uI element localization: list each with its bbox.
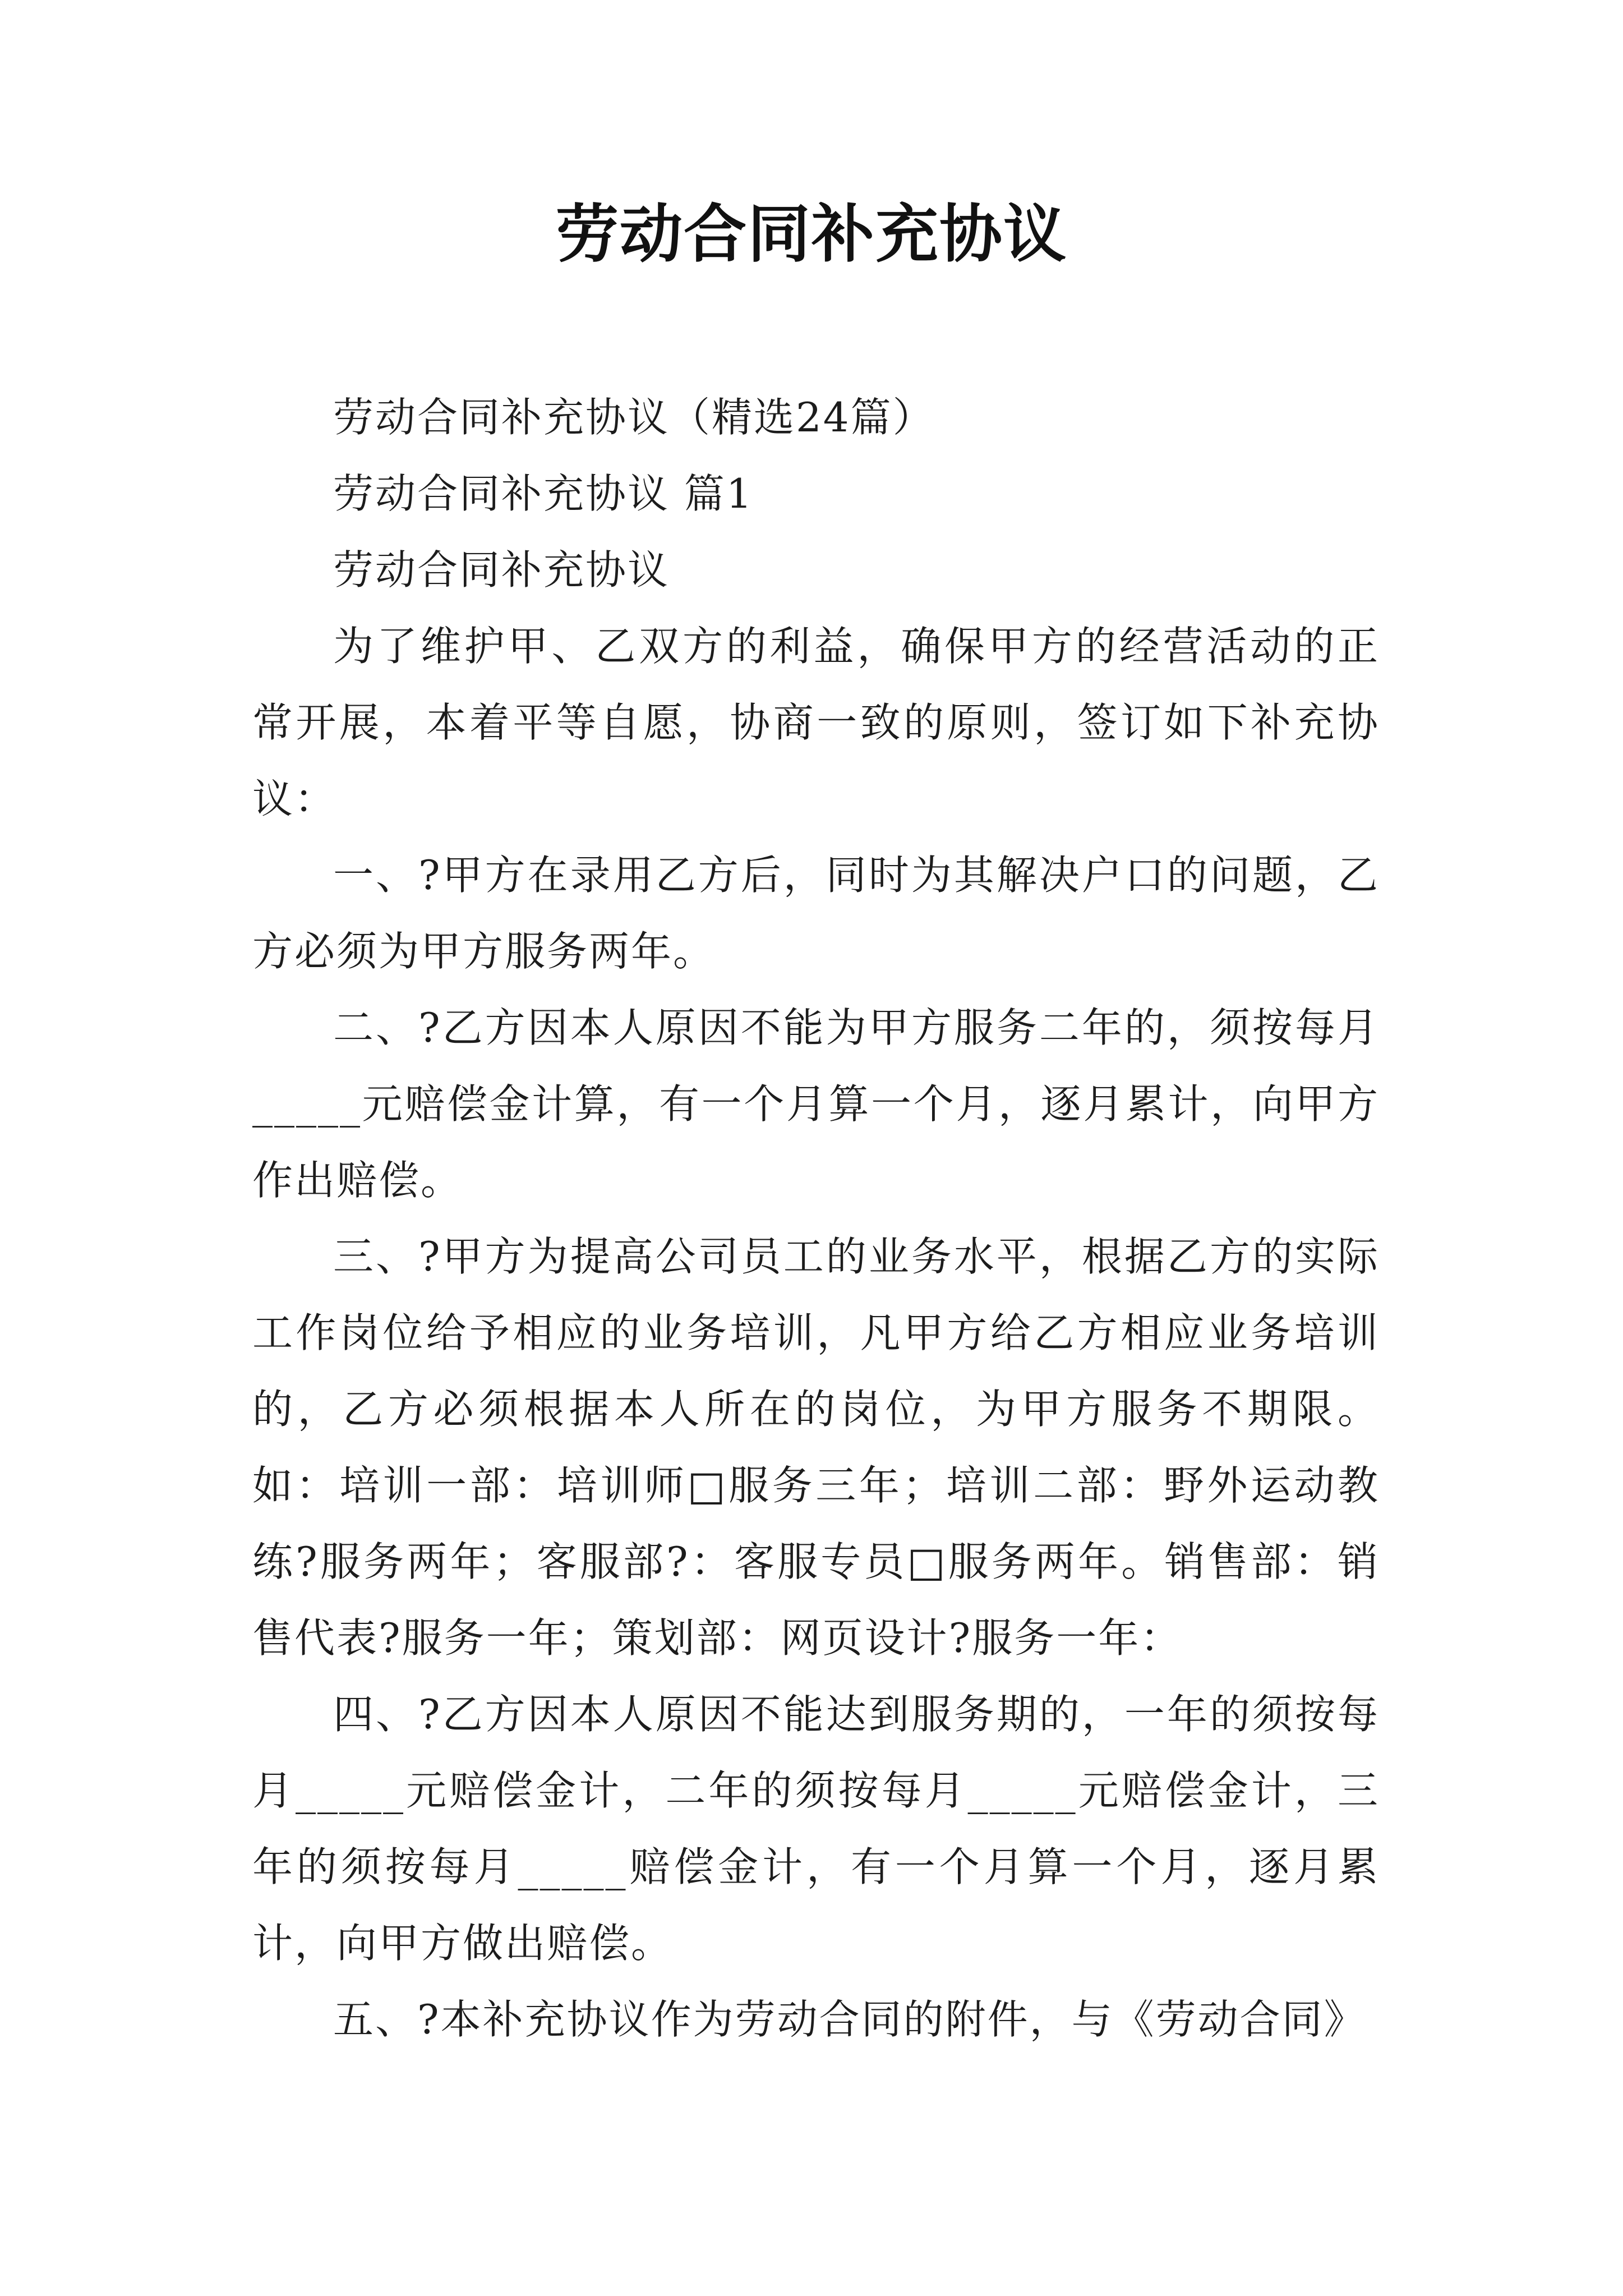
paragraph-collection-title: 劳动合同补充协议（精选24篇） (333, 394, 935, 441)
paragraph-preamble: 为了维护甲、乙双方的利益，确保甲方的经营活动的正常开展，本着平等自愿，协商一致的原则，签订如下补充协议： (252, 623, 1380, 822)
paragraph-agreement-name: 劳动合同补充协议 (333, 546, 670, 593)
document-body (252, 379, 1380, 2058)
paragraph-clause-5: 五、?本补充协议作为劳动合同的附件，与《劳动合同》 (333, 1996, 1366, 2043)
paragraph-article-heading: 劳动合同补充协议 篇1 (333, 470, 754, 517)
paragraph-clause-3: 三、?甲方为提高公司员工的业务水平，根据乙方的实际工作岗位给予相应的业务培训，凡甲方给乙方相应业务培训的，乙方必须根据本人所在的岗位，为甲方服务不期限。如：培训一部：培训师□服务三年；培训二部：野外运动教练?服务两年；客服部?：客服专员□服务两年。销售部：销售代表?服务一年；策划部：网页设计?服务一年： (252, 1233, 1380, 1662)
document-title: 劳动合同补充协议 (556, 197, 1067, 271)
paragraph-clause-2: 二、?乙方因本人原因不能为甲方服务二年的，须按每月_____元赔偿金计算，有一个月算一个月，逐月累计，向甲方作出赔偿。 (252, 1004, 1380, 1204)
paragraph-clause-4: 四、?乙方因本人原因不能达到服务期的，一年的须按每月_____元赔偿金计，二年的须按每月_____元赔偿金计，三年的须按每月_____赔偿金计，有一个月算一个月，逐月累计，向甲方做出赔偿。 (252, 1691, 1380, 1967)
paragraph-clause-1: 一、?甲方在录用乙方后，同时为其解决户口的问题，乙方必须为甲方服务两年。 (252, 852, 1380, 975)
